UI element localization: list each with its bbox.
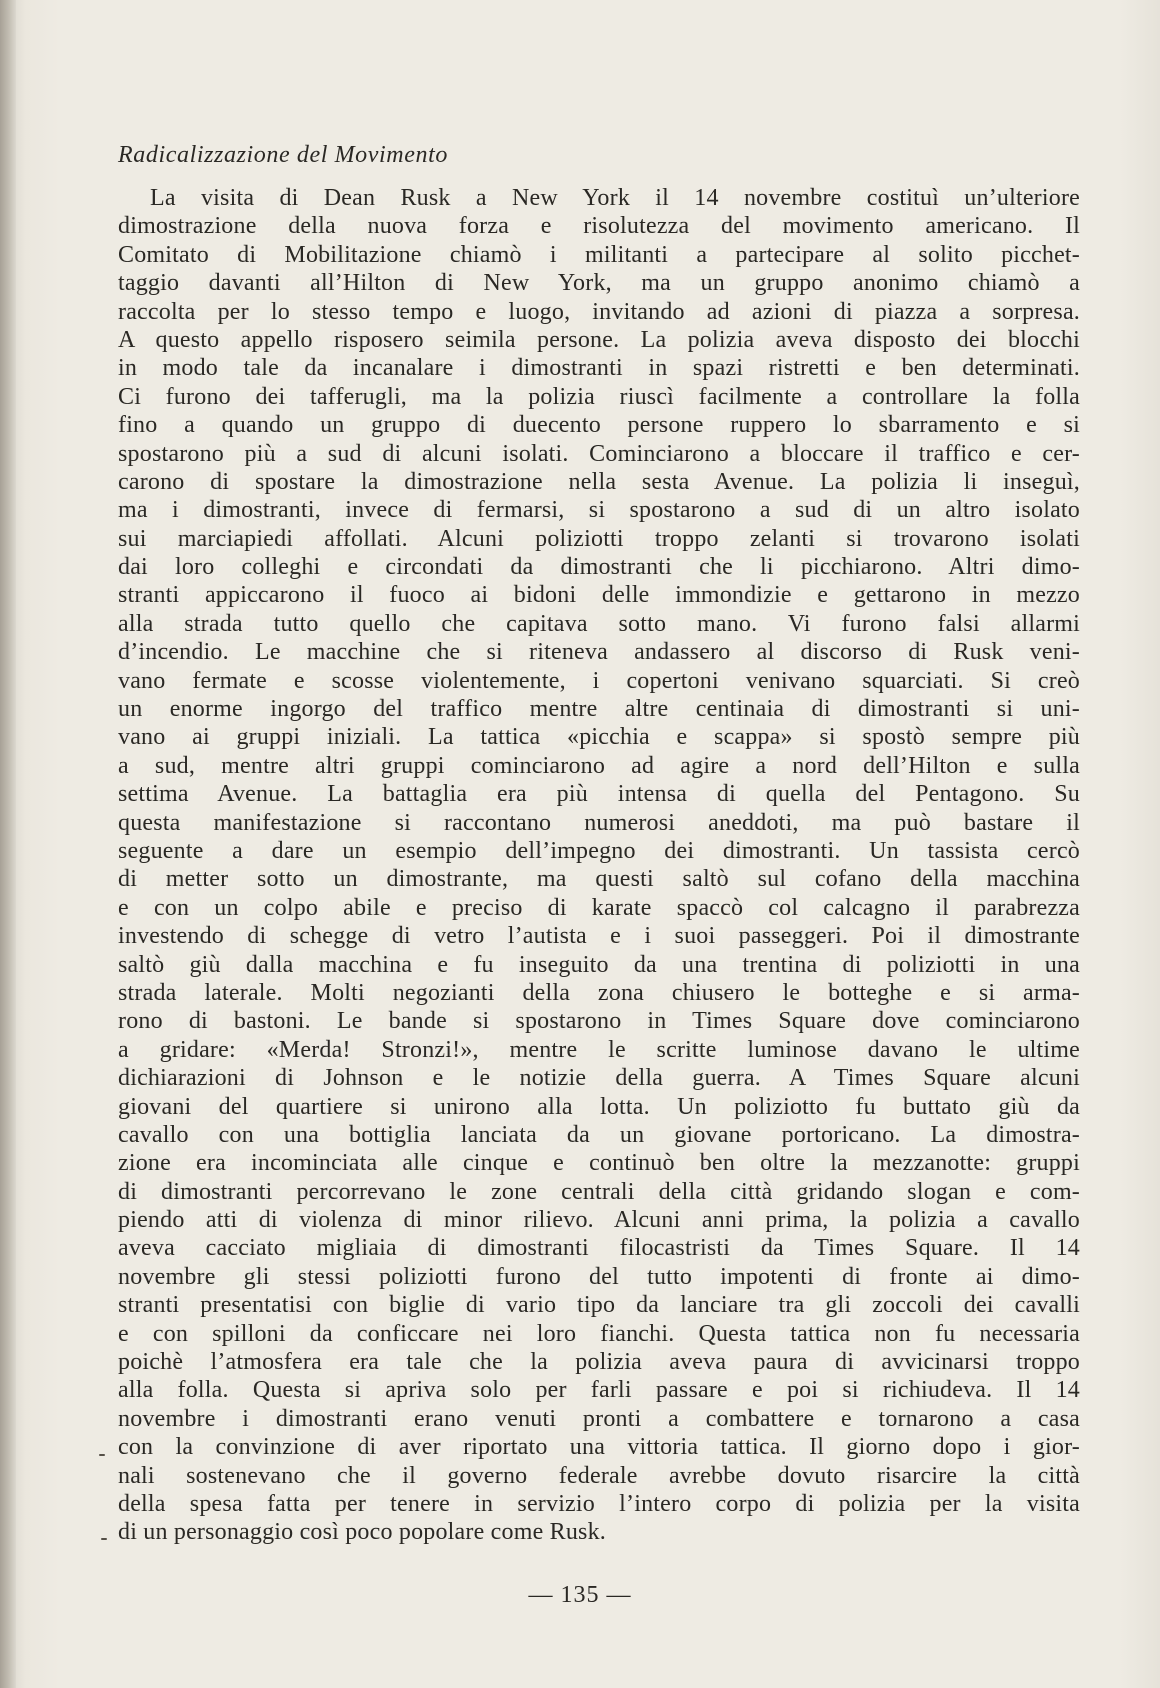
text-line: taggio davanti all’Hilton di New York, ma un gruppo anonimo chiamò a bbox=[118, 270, 1080, 297]
text-line: aveva cacciato migliaia di dimostranti filocastristi da Times Square. Il 14 bbox=[118, 1235, 1080, 1262]
text-line: carono di spostare la dimostrazione nella sesta Avenue. La polizia li inseguì, bbox=[118, 468, 1080, 495]
text-line: novembre i dimostranti erano venuti pronti a combattere e tornarono a casa bbox=[118, 1405, 1080, 1432]
text-line: d’incendio. Le macchine che si riteneva andassero al discorso di Rusk veni- bbox=[118, 639, 1080, 666]
text-line: nali sostenevano che il governo federale avrebbe dovuto risarcire la città bbox=[118, 1462, 1080, 1489]
margin-speck bbox=[101, 1538, 107, 1540]
text-line: e con spilloni da conficcare nei loro fianchi. Questa tattica non fu necessaria bbox=[118, 1320, 1080, 1347]
text-line: stranti presentatisi con biglie di vario tipo da lanciare tra gli zoccoli dei cavalli bbox=[118, 1292, 1080, 1319]
body-text bbox=[118, 184, 1080, 1547]
text-line: un enorme ingorgo del traffico mentre altre centinaia di dimostranti si uni- bbox=[118, 696, 1080, 723]
text-line: sui marciapiedi affollati. Alcuni poliziotti troppo zelanti si trovarono isolati bbox=[118, 525, 1080, 552]
text-line: Ci furono dei tafferugli, ma la polizia riuscì facilmente a controllare la folla bbox=[118, 383, 1080, 410]
text-line: alla strada tutto quello che capitava sotto mano. Vi furono falsi allarmi bbox=[118, 610, 1080, 637]
text-line: e con un colpo abile e preciso di karate spaccò col calcagno il parabrezza bbox=[118, 894, 1080, 921]
text-line: strada laterale. Molti negozianti della zona chiusero le botteghe e si arma- bbox=[118, 979, 1080, 1006]
text-line: investendo di schegge di vetro l’autista e i suoi passeggeri. Poi il dimostrante bbox=[118, 923, 1080, 950]
text-line: dichiarazioni di Johnson e le notizie della guerra. A Times Square alcuni bbox=[118, 1065, 1080, 1092]
text-line: di un personaggio così poco popolare come Rusk. bbox=[118, 1519, 606, 1546]
text-line: giovani del quartiere si unirono alla lotta. Un poliziotto fu buttato giù da bbox=[118, 1093, 1080, 1120]
text-line: con la convinzione di aver riportato una vittoria tattica. Il giorno dopo i gior- bbox=[118, 1434, 1080, 1461]
page-number: — 135 — bbox=[528, 1582, 632, 1608]
running-head: Radicalizzazione del Movimento bbox=[118, 142, 448, 168]
text-line: novembre gli stessi poliziotti furono del tutto impotenti di fronte ai dimo- bbox=[118, 1263, 1080, 1290]
text-line: poichè l’atmosfera era tale che la polizia aveva paura di avvicinarsi troppo bbox=[118, 1349, 1080, 1376]
text-line: settima Avenue. La battaglia era più intensa di quella del Pentagono. Su bbox=[118, 781, 1080, 808]
text-line: La visita di Dean Rusk a New York il 14 novembre costituì un’ulteriore bbox=[150, 185, 1080, 211]
text-line: a sud, mentre altri gruppi cominciarono ad agire a nord dell’Hilton e sulla bbox=[118, 752, 1080, 779]
text-line: ma i dimostranti, invece di fermarsi, si spostarono a sud di un altro isolato bbox=[118, 497, 1080, 524]
text-line: vano fermate e scosse violentemente, i copertoni venivano squarciati. Si creò bbox=[118, 667, 1080, 694]
text-line: questa manifestazione si raccontano numerosi aneddoti, ma può bastare il bbox=[118, 809, 1080, 836]
text-line: alla folla. Questa si apriva solo per farli passare e poi si richiudeva. Il 14 bbox=[118, 1377, 1080, 1404]
text-line: vano ai gruppi iniziali. La tattica «picchia e scappa» si spostò sempre più bbox=[118, 724, 1080, 751]
text-line: cavallo con una bottiglia lanciata da un giovane portoricano. La dimostra- bbox=[118, 1121, 1080, 1148]
text-line: a gridare: «Merda! Stronzi!», mentre le scritte luminose davano le ultime bbox=[118, 1036, 1080, 1063]
text-line: raccolta per lo stesso tempo e luogo, invitando ad azioni di piazza a sorpresa. bbox=[118, 298, 1080, 325]
text-line: Comitato di Mobilitazione chiamò i militanti a partecipare al solito picchet- bbox=[118, 241, 1080, 268]
text-line: stranti appiccarono il fuoco ai bidoni delle immondizie e gettarono in mezzo bbox=[118, 582, 1080, 609]
margin-speck bbox=[99, 1454, 105, 1456]
text-line: di metter sotto un dimostrante, ma questi saltò sul cofano della macchina bbox=[118, 866, 1080, 893]
text-line: A questo appello risposero seimila persone. La polizia aveva disposto dei blocchi bbox=[118, 326, 1080, 353]
text-line: zione era incominciata alle cinque e continuò ben oltre la mezzanotte: gruppi bbox=[118, 1150, 1080, 1177]
text-line: rono di bastoni. Le bande si spostarono in Times Square dove cominciarono bbox=[118, 1008, 1080, 1035]
text-line: saltò giù dalla macchina e fu inseguito da una trentina di poliziotti in una bbox=[118, 951, 1080, 978]
text-line: dai loro colleghi e circondati da dimostranti che li picchiarono. Altri dimo- bbox=[118, 554, 1080, 581]
text-line: in modo tale da incanalare i dimostranti in spazi ristretti e ben determinati. bbox=[118, 355, 1080, 382]
text-line: dimostrazione della nuova forza e risolutezza del movimento americano. Il bbox=[118, 213, 1080, 240]
text-line: piendo atti di violenza di minor rilievo. Alcuni anni prima, la polizia a cavallo bbox=[118, 1207, 1080, 1234]
page-spine-shadow bbox=[0, 0, 16, 1688]
text-line: spostarono più a sud di alcuni isolati. Cominciarono a bloccare il traffico e cer- bbox=[118, 440, 1080, 467]
text-line: seguente a dare un esempio dell’impegno dei dimostranti. Un tassista cercò bbox=[118, 837, 1080, 864]
text-line: fino a quando un gruppo di duecento persone ruppero lo sbarramento e si bbox=[118, 412, 1080, 439]
text-line: della spesa fatta per tenere in servizio l’intero corpo di polizia per la visita bbox=[118, 1490, 1080, 1517]
text-line: di dimostranti percorrevano le zone centrali della città gridando slogan e com- bbox=[118, 1178, 1080, 1205]
